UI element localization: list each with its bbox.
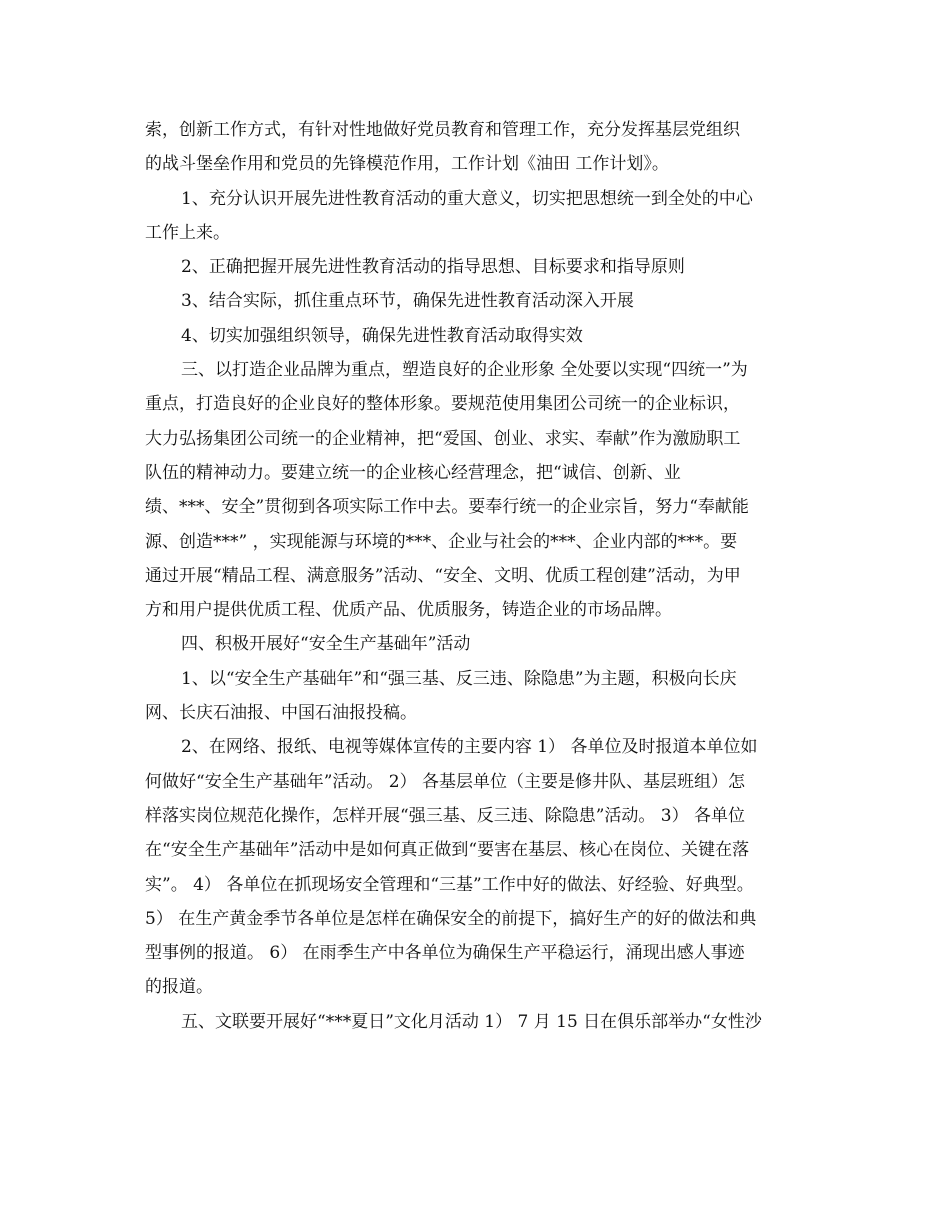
text-line: 在“安全生产基础年”活动中是如何真正做到“要害在基层、核心在岗位、关键在落: [145, 840, 750, 861]
text-line: 1、以“安全生产基础年”和“强三基、反三违、除隐患”为主题，积极向长庆: [181, 668, 737, 689]
text-line: 网、长庆石油报、中国石油报投稿。: [145, 703, 417, 724]
text-line: 工作上来。: [145, 222, 230, 243]
text-line: 型事例的报道。 6） 在雨季生产中各单位为确保生产平稳运行，涌现出感人事迹: [145, 943, 745, 964]
text-line: 绩、***、安全”贯彻到各项实际工作中去。要奉行统一的企业宗旨，努力“奉献能: [145, 497, 749, 518]
text-line: 源、创造***” ，实现能源与环境的***、企业与社会的***、企业内部的***。要: [145, 531, 738, 552]
text-line: 样落实岗位规范化操作，怎样开展“强三基、反三违、除隐患”活动。 3） 各单位: [145, 805, 746, 826]
text-line: 4、切实加强组织领导，确保先进性教育活动取得实效: [181, 325, 583, 346]
text-line: 队伍的精神动力。要建立统一的企业核心经营理念，把“诚信、创新、业: [145, 462, 681, 483]
text-line: 3、结合实际，抓住重点环节，确保先进性教育活动深入开展: [181, 291, 634, 312]
text-line: 三、以打造企业品牌为重点，塑造良好的企业形象 全处要以实现“四统一”为: [181, 360, 748, 381]
text-line: 重点，打造良好的企业良好的整体形象。要规范使用集团公司统一的企业标识，: [145, 394, 740, 415]
text-line: 何做好“安全生产基础年”活动。 2） 各基层单位（主要是修井队、基层班组）怎: [145, 771, 746, 792]
text-line: 四、积极开展好“安全生产基础年”活动: [181, 634, 471, 655]
text-line: 2、在网络、报纸、电视等媒体宣传的主要内容 1） 各单位及时报道本单位如: [181, 737, 758, 758]
text-line: 方和用户提供优质工程、优质产品、优质服务，铸造企业的市场品牌。: [145, 600, 672, 621]
text-line: 实”。 4） 各单位在抓现场安全管理和“三基”工作中好的做法、好经验、好典型。: [145, 874, 754, 895]
text-line: 1、充分认识开展先进性教育活动的重大意义，切实把思想统一到全处的中心: [181, 188, 753, 209]
text-line: 通过开展“精品工程、满意服务”活动、“安全、文明、优质工程创建”活动，为甲: [145, 565, 741, 586]
text-line: 索，创新工作方式，有针对性地做好党员教育和管理工作，充分发挥基层党组织: [145, 120, 740, 140]
text-line: 的报道。: [145, 977, 213, 998]
text-line: 5） 在生产黄金季节各单位是怎样在确保安全的前提下，搞好生产的好的做法和典: [145, 908, 757, 929]
text-line: 大力弘扬集团公司统一的企业精神，把“爱国、创业、求实、奉献”作为激励职工: [145, 428, 741, 449]
text-line: 2、正确把握开展先进性教育活动的指导思想、目标要求和指导原则: [181, 257, 685, 278]
document-body: [145, 113, 810, 1039]
text-line: 的战斗堡垒作用和党员的先锋模范作用，工作计划《油田 工作计划》。: [145, 154, 669, 175]
text-line: 五、文联要开展好“***夏日”文化月活动 1） 7 月 15 日在俱乐部举办“女性沙: [181, 1011, 762, 1032]
